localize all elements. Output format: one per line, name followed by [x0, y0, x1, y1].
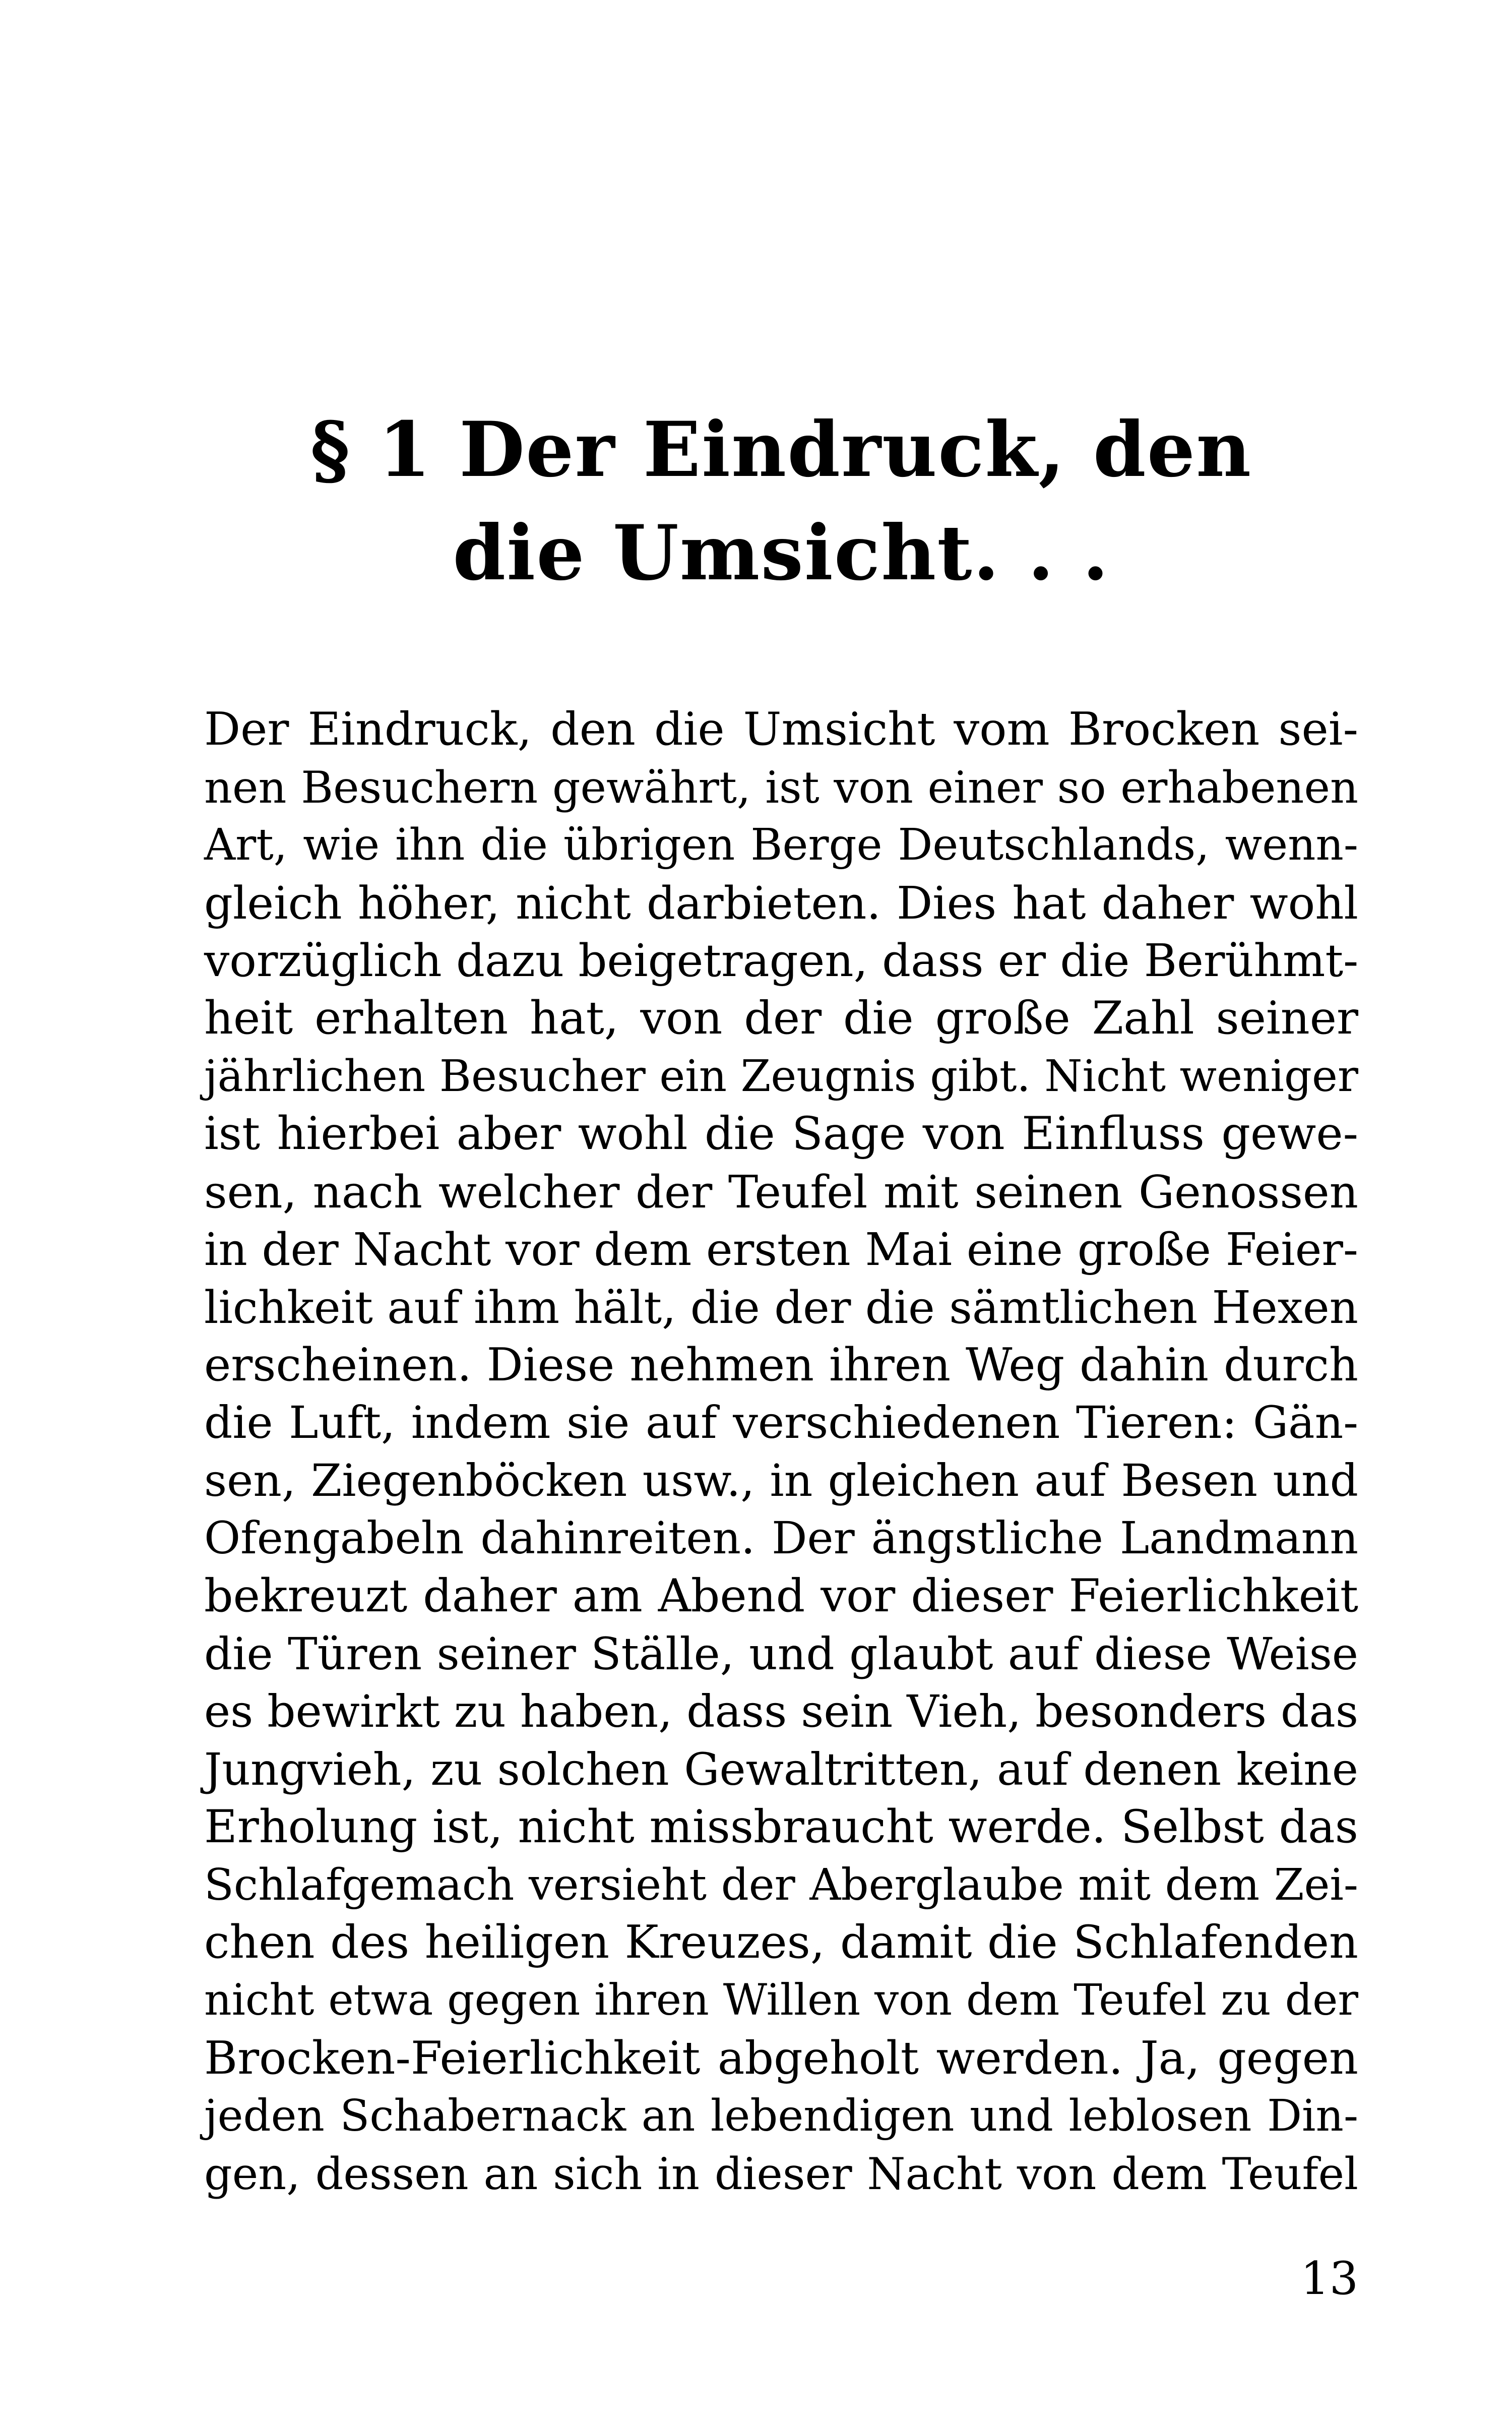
body-line: Jungvieh, zu solchen Gewaltritten, auf denen keine: [204, 1743, 1358, 1795]
body-line: Brocken-Feierlichkeit abgeholt werden. Ja, gegen: [204, 2031, 1358, 2085]
body-line: bekreuzt daher am Abend vor dieser Feierlichkeit: [204, 1569, 1358, 1622]
body-line: erscheinen. Diese nehmen ihren Weg dahin durch: [204, 1338, 1358, 1392]
body-line: lichkeit auf ihm hält, die der die sämtlichen Hexen: [204, 1281, 1358, 1334]
heading-line: die Umsicht. . .: [453, 509, 1110, 597]
body-line: nen Besuchern gewährt, ist von einer so erhabenen: [204, 761, 1358, 813]
body-line: gleich höher, nicht darbieten. Dies hat daher wohl: [204, 876, 1358, 929]
body-line: chen des heiligen Kreuzes, damit die Schlafenden: [204, 1916, 1358, 1969]
body-line: die Luft, indem sie auf verschiedenen Tieren: Gän-: [204, 1397, 1358, 1449]
heading-line: § 1 Der Eindruck, den: [310, 405, 1252, 494]
page-number: 13: [1300, 2252, 1358, 2305]
body-line: vorzüglich dazu beigetragen, dass er die Berühmt-: [204, 934, 1359, 987]
body-line: die Türen seiner Ställe, und glaubt auf diese Weise: [204, 1627, 1358, 1680]
body-line: Ofengabeln dahinreiten. Der ängstliche Landmann: [204, 1512, 1358, 1564]
body-line: sen, Ziegenböcken usw., in gleichen auf Besen und: [204, 1454, 1358, 1506]
body-line: sen, nach welcher der Teufel mit seinen Genossen: [204, 1165, 1358, 1218]
body-line: in der Nacht vor dem ersten Mai eine große Feier-: [204, 1223, 1358, 1276]
body-line: nicht etwa gegen ihren Willen von dem Teufel zu der: [204, 1975, 1358, 2026]
body-line: Art, wie ihn die übrigen Berge Deutschlands, wenn-: [204, 820, 1358, 871]
body-line: ist hierbei aber wohl die Sage von Einfluss gewe-: [204, 1107, 1358, 1161]
body-line: es bewirkt zu haben, dass sein Vieh, besonders das: [204, 1685, 1358, 1738]
section-heading: [202, 398, 1361, 605]
body-paragraph: [204, 701, 1358, 2203]
body-line: Der Eindruck, den die Umsicht vom Brocken sei-: [204, 703, 1358, 756]
body-line: jeden Schabernack an lebendigen und leblosen Din-: [204, 2091, 1358, 2142]
body-line: heit erhalten hat, von der die große Zahl seiner: [204, 991, 1358, 1045]
body-line: Erholung ist, nicht missbraucht werde. Selbst das: [204, 1800, 1358, 1854]
body-line: jährlichen Besucher ein Zeugnis gibt. Nicht weniger: [204, 1051, 1358, 1102]
body-line: Schlafgemach versieht der Aberglaube mit dem Zei-: [204, 1859, 1358, 1910]
body-line: gen, dessen an sich in dieser Nacht von dem Teufel: [204, 2148, 1358, 2200]
